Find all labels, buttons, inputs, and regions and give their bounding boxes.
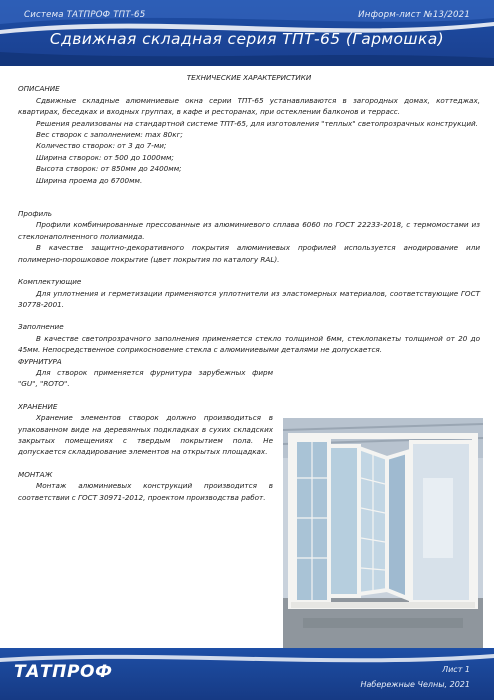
tatprof-logo: ТАТПРОФ (14, 662, 113, 682)
profile-paragraph-1: Профили комбинированные прессованные из алюминиевого сплава 6060 по ГОСТ 22233-2018, с термомостами из стеклонаполненного полиамида. (18, 220, 480, 241)
sheet-number: Лист 1 (442, 665, 470, 674)
page-title: Сдвижная складная серия ТПТ-65 (Гармошка) (49, 30, 445, 48)
city-year: Набережные Челны, 2021 (360, 680, 470, 689)
description-paragraph-2: Решения реализованы на стандартной системе ТПТ-65, для изготовления "теплых" светопрозрачных конструкций. (36, 118, 478, 128)
filling-paragraph-1: В качестве светопрозрачного заполнения применяется стекло толщиной 6мм, стеклопакеты толщиной от 20 до 45мм. Непосредственное соприкосновение стекла с алюминиевыми деталями не допускается. (18, 333, 480, 355)
section-title-description: ОПИСАНИЕ (18, 84, 60, 94)
section-title-hardware: ФУРНИТУРА (18, 356, 62, 366)
spec-item: Ширина проема до 6700мм. (36, 175, 143, 185)
info-sheet-number: Информ-лист №13/2021 (358, 10, 470, 20)
section-title-components: Комплектующие (18, 277, 82, 287)
system-name: Система ТАТПРОФ ТПТ-65 (24, 10, 146, 20)
storage-paragraph-1: Хранение элементов створок должно производиться в упакованном виде на деревянных подкладках в сухих складских закрытых помещениях с твердым покрытием пола. Не допускается складирование элементов на открытых площадках. (18, 413, 273, 457)
spec-item: Высота створок: от 850мм до 2400мм; (36, 164, 182, 174)
section-title-filling: Заполнение (18, 322, 64, 332)
section-title-storage: ХРАНЕНИЕ (18, 401, 58, 411)
section-title-profile: Профиль (18, 209, 53, 219)
hardware-paragraph-1: Для створок применяется фурнитура зарубежных фирм "GU", "ROTO". (18, 367, 273, 389)
page-footer (0, 648, 494, 700)
profile-paragraph-2: В качестве защитно-декоративного покрытия алюминиевых профилей используется анодирование или полимерно-порошковое покрытие (цвет покрытия по каталогу RAL). (18, 243, 480, 264)
components-paragraph-1: Для уплотнения и герметизации применяются уплотнители из эластомерных материалов, соответствующие ГОСТ 30778-2001. (18, 288, 480, 309)
folding-window-illustration (283, 418, 483, 650)
description-paragraph-1: Сдвижные складные алюминиевые окна серии ТПТ-65 устанавливаются в загородных домах, коттеджах, квартирах, беседках и входных группах, в кафе и ресторанах, при остеклении балконов и террасс. (18, 95, 480, 117)
narrow-column (18, 356, 273, 503)
page-header (0, 0, 494, 66)
spec-item: Ширина створок: от 500 до 1000мм; (36, 152, 174, 162)
mounting-paragraph-1: Монтаж алюминиевых конструкций производится в соответствии с ГОСТ 30971-2012, проектом производства работ. (18, 481, 273, 502)
document-heading: ТЕХНИЧЕСКИЕ ХАРАКТЕРИСТИКИ (186, 73, 312, 82)
section-title-mounting: МОНТАЖ (18, 469, 53, 479)
spec-item: Вес створок с заполнением: max 80кг; (36, 130, 183, 140)
folding-window-photo (283, 418, 483, 650)
spec-item: Количество створок: от 3 до 7-ми; (36, 141, 167, 151)
